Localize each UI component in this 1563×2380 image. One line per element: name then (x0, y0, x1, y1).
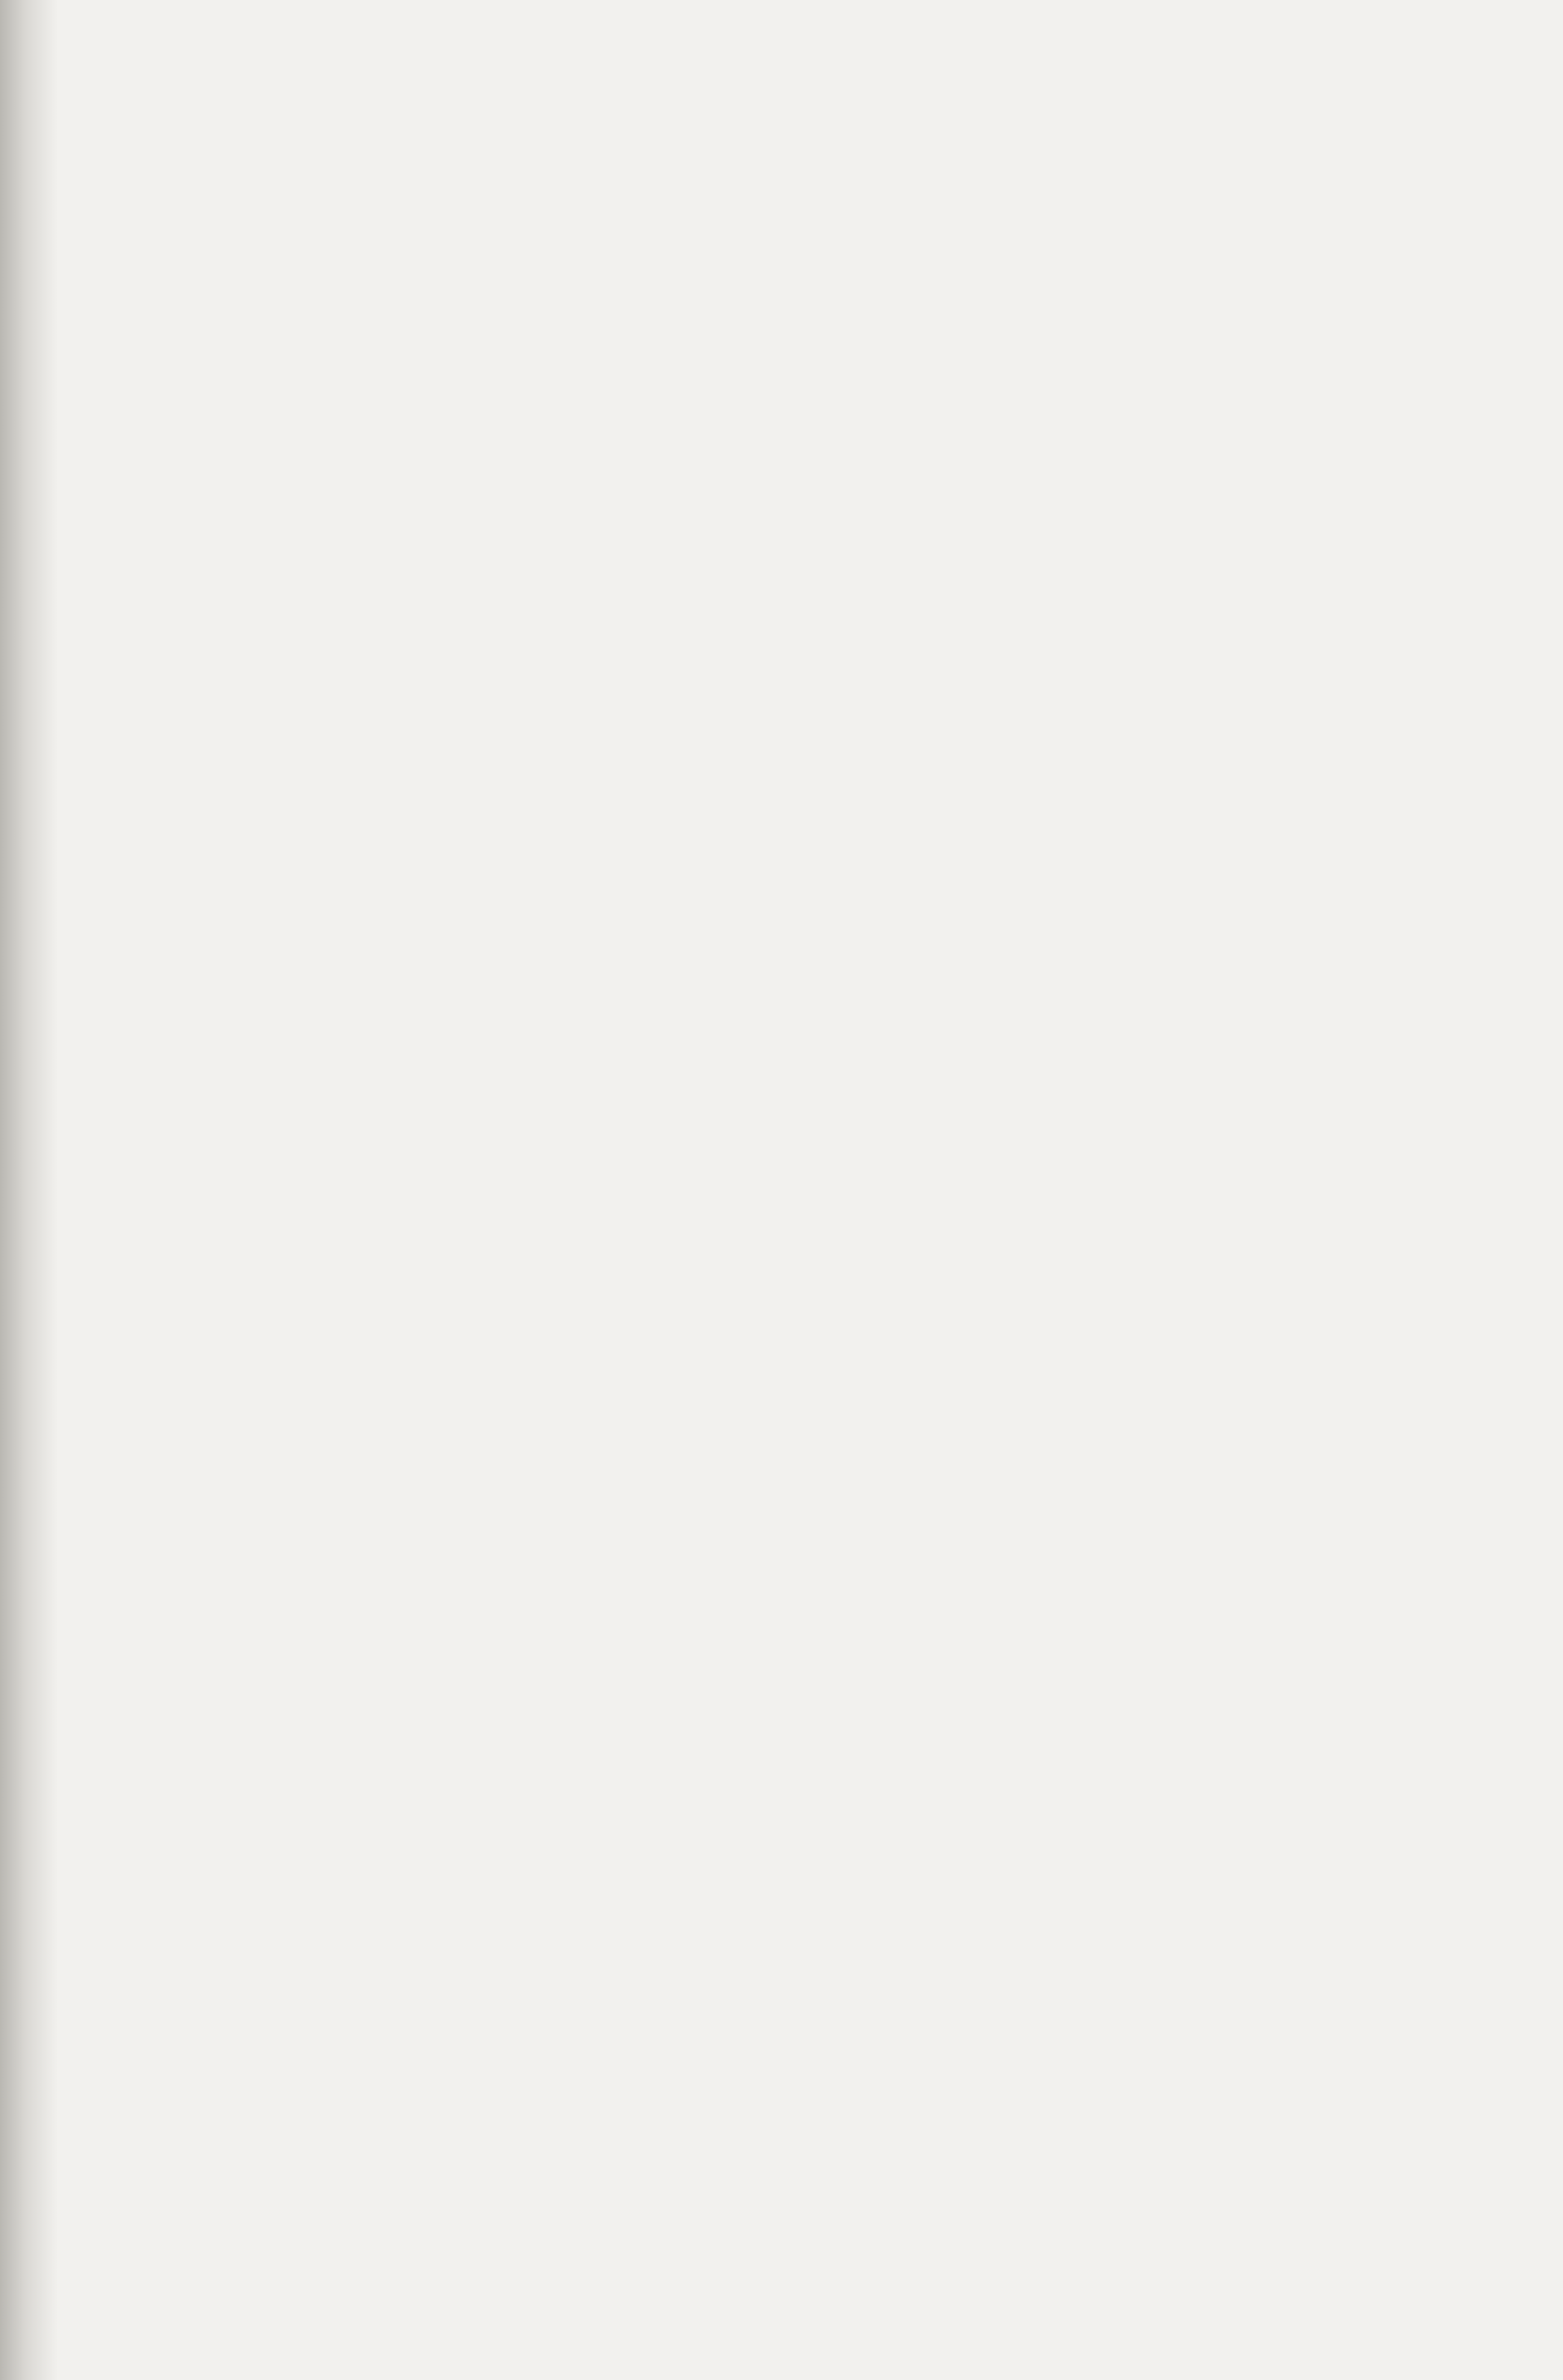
page-gutter-shadow (0, 0, 58, 2380)
